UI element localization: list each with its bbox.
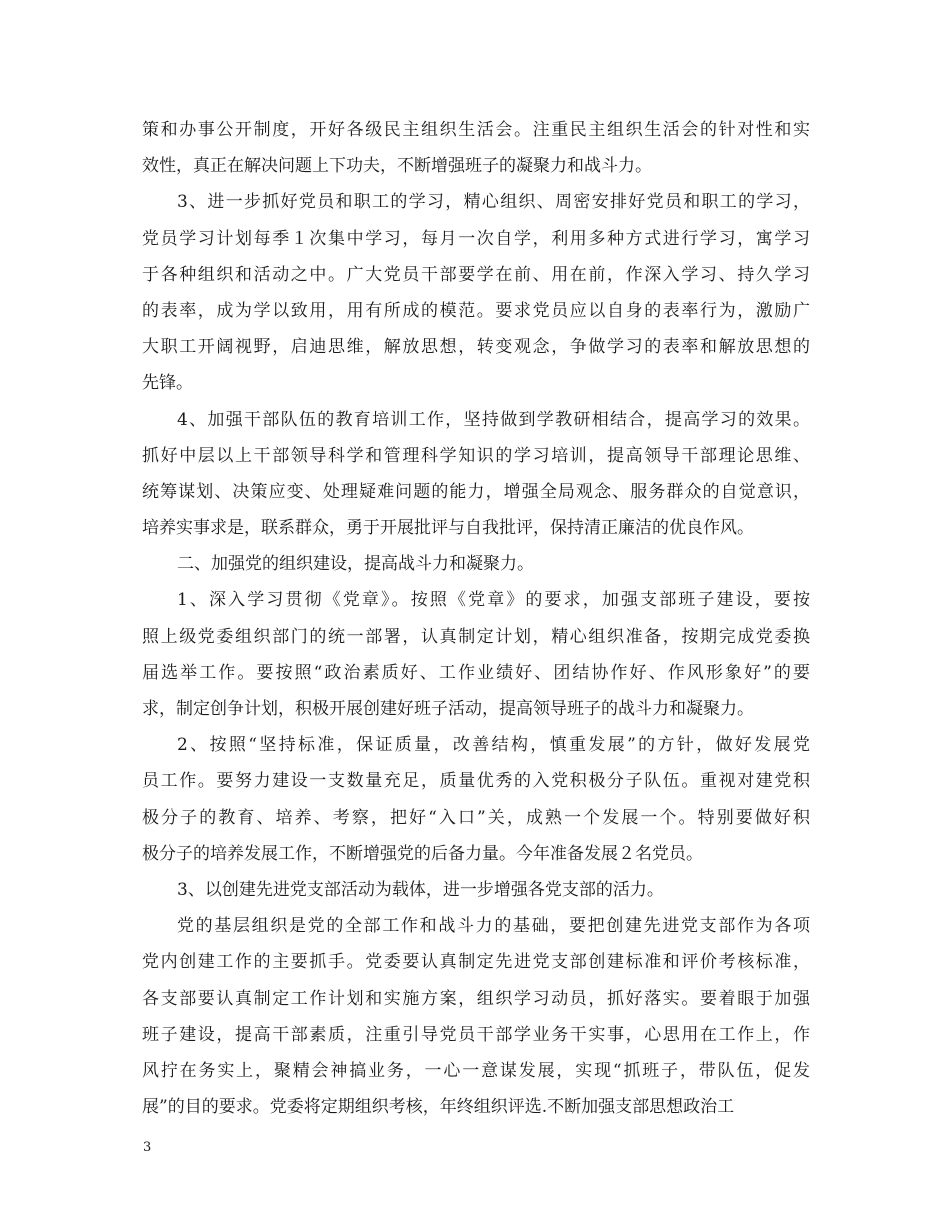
- text-line: 统筹谋划、决策应变、处理疑难问题的能力，增强全局观念、服务群众的自觉意识，: [142, 481, 810, 502]
- paragraph: [142, 727, 810, 872]
- paragraph: [142, 112, 810, 184]
- paragraph: [142, 402, 810, 547]
- text-line: 4、加强干部队伍的教育培训工作，坚持做到学教研相结合，提高学习的效果。: [177, 409, 810, 430]
- text-line: 展”的目的要求。党委将定期组织考核，年终组织评选.不断加强支部思想政治工: [142, 1097, 735, 1118]
- text-line: 二、加强党的组织建设，提高战斗力和凝聚力。: [177, 554, 534, 575]
- paragraph: [142, 872, 810, 908]
- text-line: 员工作。要努力建设一支数量充足，质量优秀的入党积极分子队伍。重视对建党积: [142, 771, 810, 792]
- text-line: 党员学习计划每季１次集中学习，每月一次自学，利用多种方式进行学习，寓学习: [142, 228, 810, 249]
- text-line: 届选举工作。要按照“政治素质好、工作业绩好、团结协作好、作风形象好”的要: [142, 662, 810, 683]
- text-line: 培养实事求是，联系群众，勇于开展批评与自我批评，保持清正廉洁的优良作风。: [142, 518, 754, 539]
- text-line: 班子建设，提高干部素质，注重引导党员干部学业务干实事，心思用在工作上，作: [142, 1024, 810, 1045]
- text-line: 求，制定创争计划，积极开展创建好班子活动，提高领导班子的战斗力和凝聚力。: [142, 699, 754, 719]
- paragraph: [142, 546, 810, 582]
- text-line: 效性，真正在解决问题上下功夫，不断增强班子的凝聚力和战斗力。: [142, 156, 652, 177]
- text-line: 3、进一步抓好党员和职工的学习，精心组织、周密安排好党员和职工的学习，: [177, 192, 810, 213]
- text-line: 3、以创建先进党支部活动为载体，进一步增强各党支部的活力。: [177, 879, 664, 900]
- text-line: 策和办事公开制度，开好各级民主组织生活会。注重民主组织生活会的针对性和实: [142, 120, 810, 140]
- text-line: 照上级党委组织部门的统一部署，认真制定计划，精心组织准备，按期完成党委换: [142, 626, 810, 647]
- text-line: 抓好中层以上干部领导科学和管理科学知识的学习培训，提高领导干部理论思维、: [142, 445, 810, 466]
- text-line: 党的基层组织是党的全部工作和战斗力的基础，要把创建先进党支部作为各项: [177, 916, 810, 937]
- paragraph: [142, 184, 810, 401]
- text-line: 极分子的培养发展工作，不断增强党的后备力量。今年准备发展２名党员。: [142, 843, 703, 864]
- text-line: 极分子的教育、培养、考察，把好“入口”关，成熟一个发展一个。特别要做好积: [142, 807, 810, 828]
- text-line: 于各种组织和活动之中。广大党员干部要学在前、用在前，作深入学习、持久学习: [142, 264, 810, 285]
- text-line: 各支部要认真制定工作计划和实施方案，组织学习动员，抓好落实。要着眼于加强: [142, 988, 810, 1009]
- text-line: 党内创建工作的主要抓手。党委要认真制定先进党支部创建标准和评价考核标准，: [142, 952, 810, 973]
- document-body: [142, 112, 810, 1125]
- text-line: 大职工开阔视野，启迪思维，解放思想，转变观念，争做学习的表率和解放思想的: [142, 337, 810, 358]
- text-line: 的表率，成为学以致用，用有所成的模范。要求党员应以自身的表率行为，激励广: [142, 300, 810, 321]
- paragraph: [142, 908, 810, 1125]
- page-number: 3: [143, 1140, 152, 1155]
- text-line: 1、深入学习贯彻《党章》。按照《党章》的要求，加强支部班子建设，要按: [177, 590, 810, 611]
- paragraph: [142, 582, 810, 727]
- text-line: 风拧在务实上，聚精会神搞业务，一心一意谋发展，实现“抓班子，带队伍，促发: [142, 1060, 810, 1081]
- text-line: 2、按照“坚持标准，保证质量，改善结构，慎重发展”的方针，做好发展党: [177, 735, 810, 756]
- text-line: 先锋。: [142, 373, 193, 394]
